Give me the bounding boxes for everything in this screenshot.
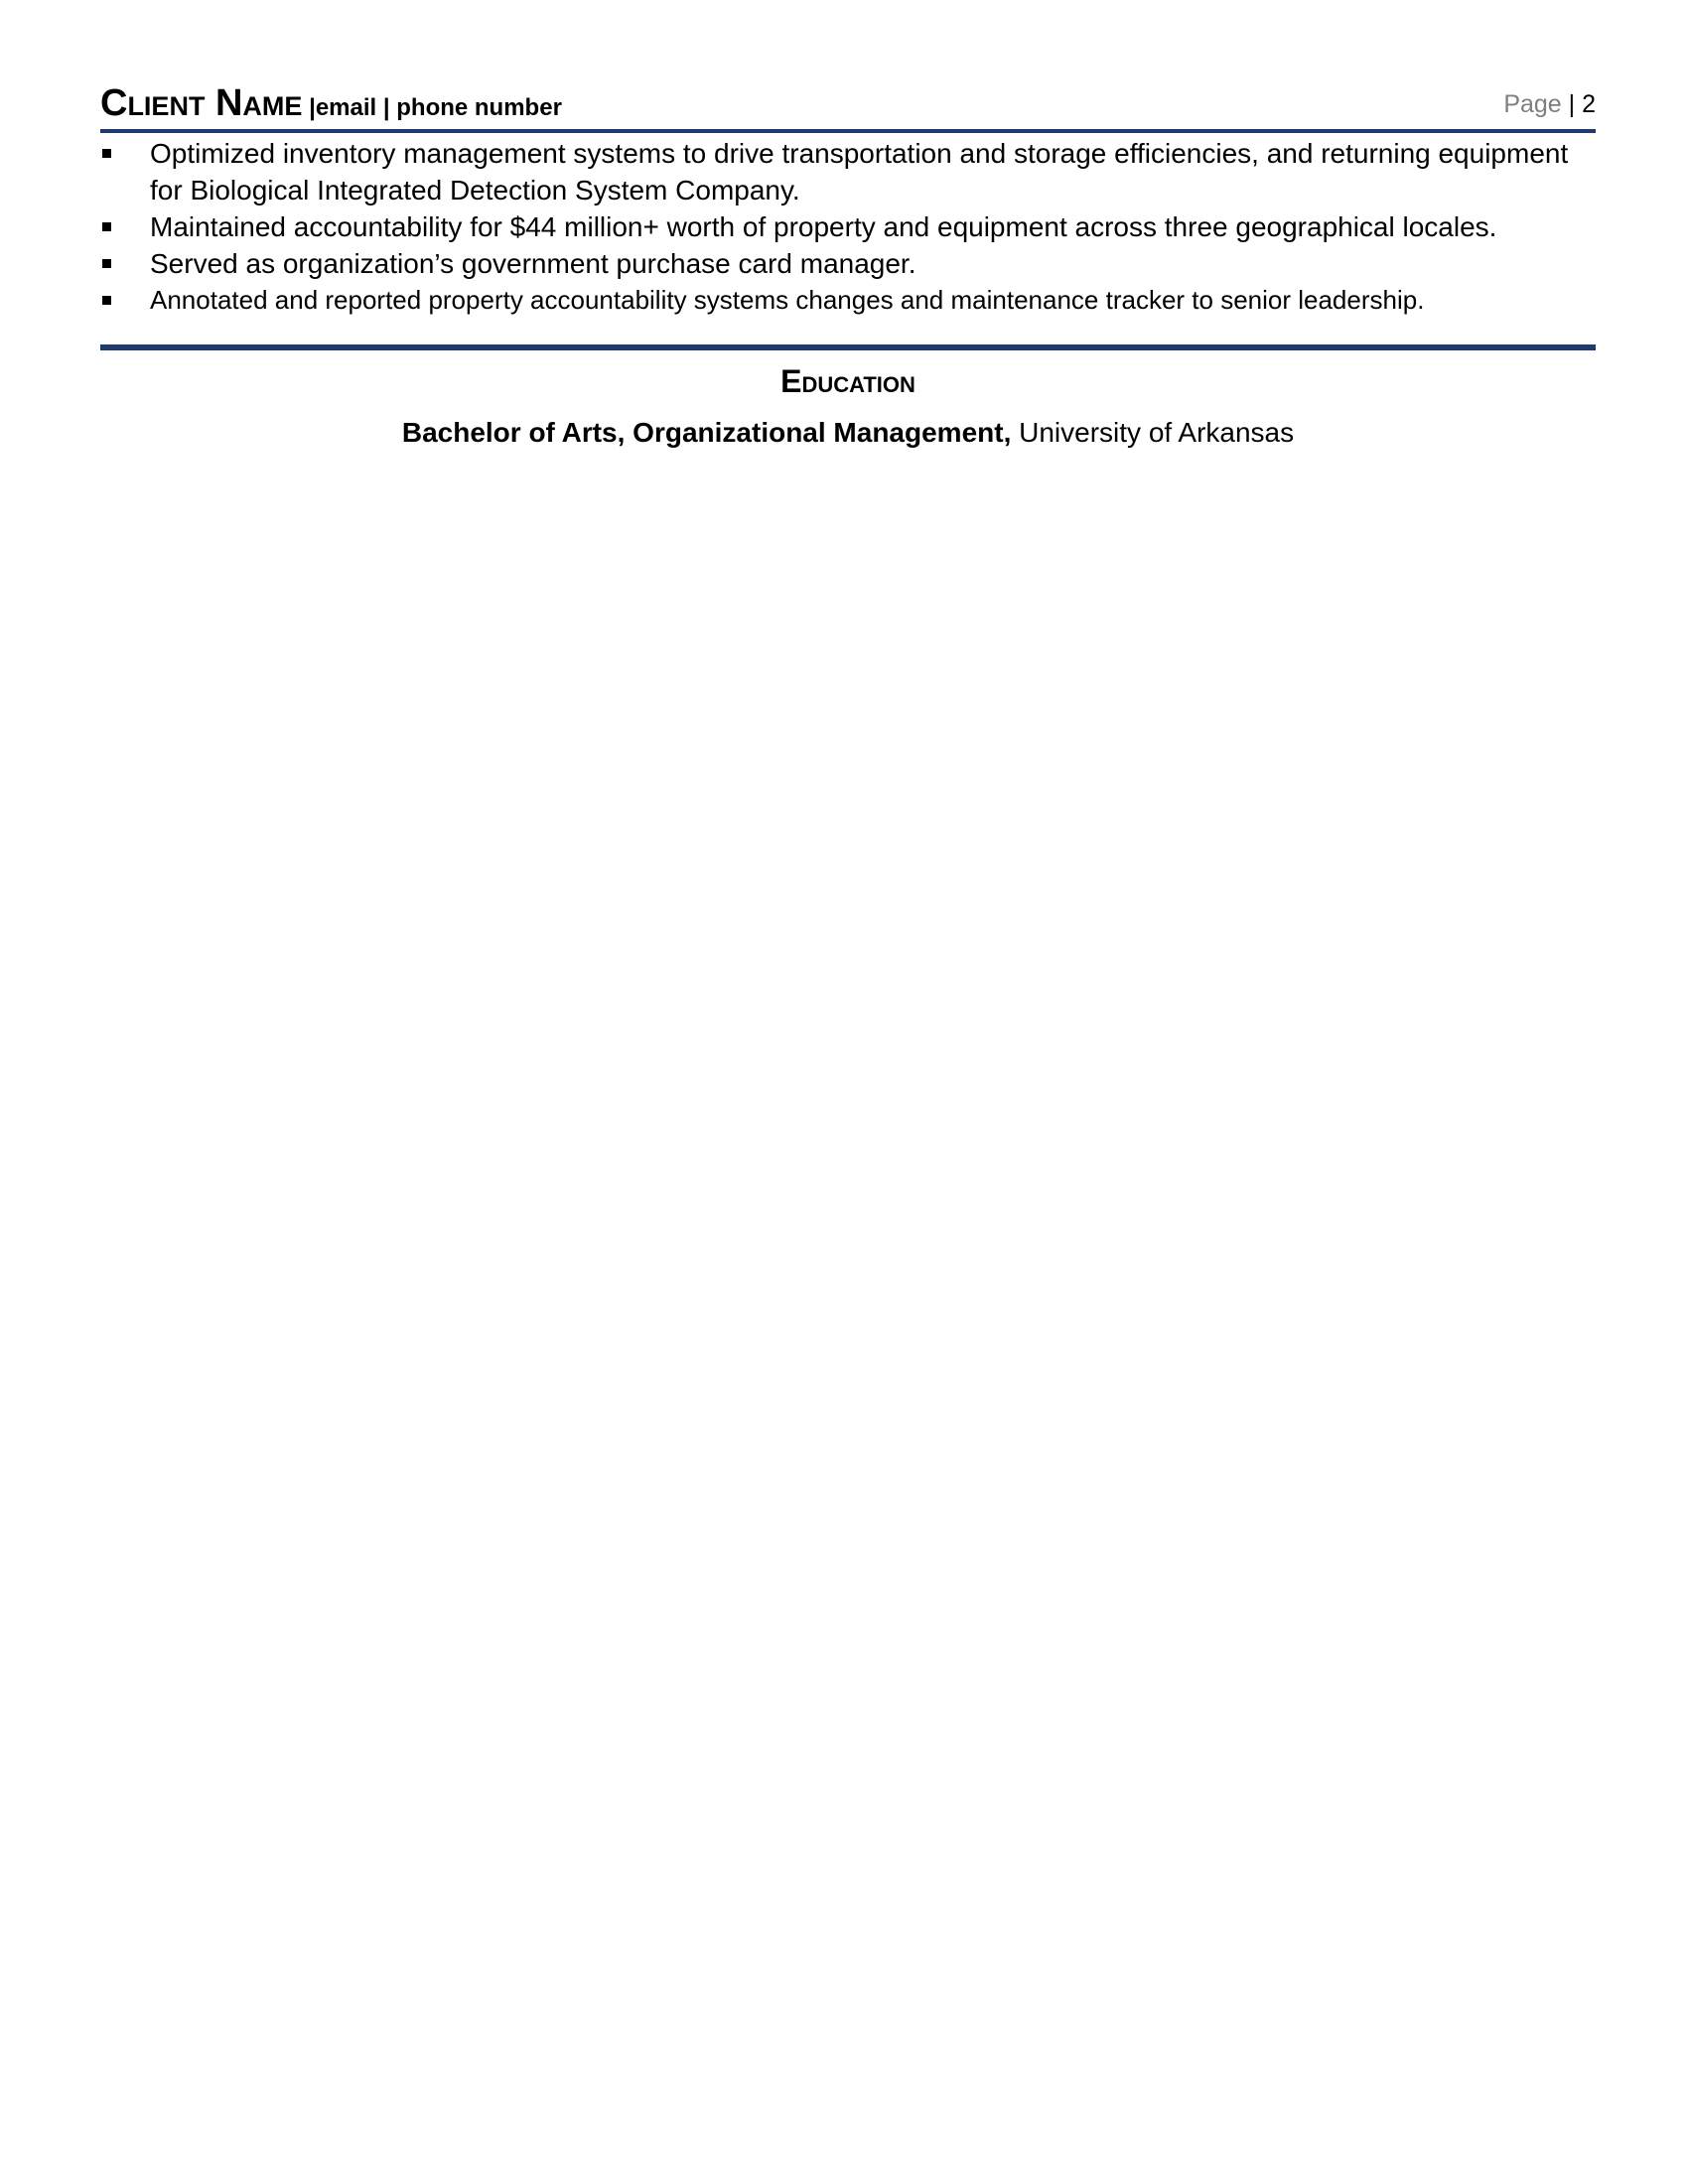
resume-page [100,0,1596,2184]
education-entry [100,415,1596,451]
square-bullet-icon [102,259,111,268]
bullet-text: Served as organization’s government purchase card manager. [150,248,916,279]
page-separator: | [1561,90,1583,118]
page-word: Page [1503,90,1562,118]
bullet-item [100,135,1596,208]
contact-info: |email | phone number [302,94,562,121]
header-divider [100,129,1596,133]
square-bullet-icon [102,296,111,305]
square-bullet-icon [102,149,111,158]
bullet-item [100,245,1596,282]
square-bullet-icon [102,222,111,231]
bullet-item [100,282,1596,319]
page-number-label [1503,89,1596,119]
section-divider [100,344,1596,350]
page-header [100,83,1596,127]
bullet-text: Maintained accountability for $44 million+ worth of property and equipment across three geographical locales. [150,211,1497,242]
education-heading: Education [780,363,915,399]
experience-bullet-list [100,135,1596,319]
page-number: 2 [1582,90,1596,118]
bullet-item [100,208,1596,245]
school: University of Arkansas [1011,417,1295,448]
degree: Bachelor of Arts, Organizational Management, [401,417,1012,448]
client-name-line [100,83,562,128]
bullet-text: Annotated and reported property accountability systems changes and maintenance tracker to senior leadership. [150,285,1425,315]
client-name: Client Name [100,82,303,124]
bullet-text: Optimized inventory management systems to drive transportation and storage efficiencies, and returning equipment for Biological Integrated Detection System Company. [150,138,1569,205]
